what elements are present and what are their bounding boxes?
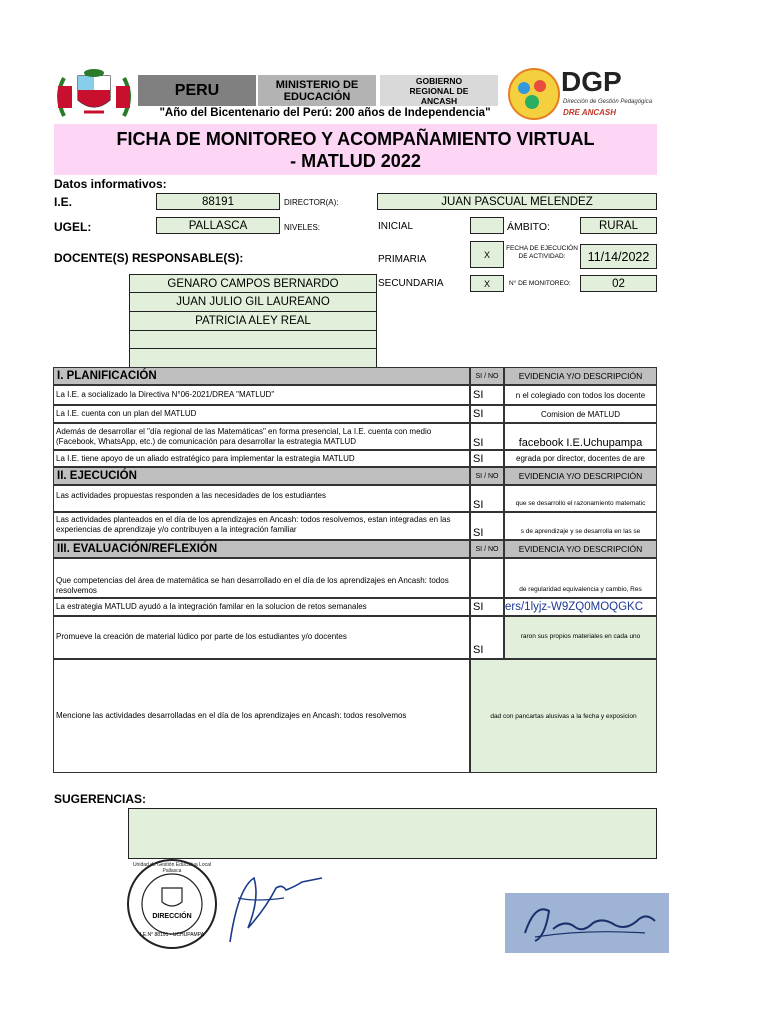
niveles-label: NIVELES:: [284, 223, 321, 232]
dgp-subtitle: Dirección de Gestión Pedagógica: [563, 99, 653, 105]
gobierno-banner: [380, 75, 498, 106]
document-title: [54, 124, 657, 175]
peru-coat-of-arms: [54, 66, 134, 121]
ejecucion-evidencia-header: EVIDENCIA Y/O DESCRIPCIÓN: [504, 467, 657, 485]
title-text: FICHA DE MONITOREO Y ACOMPAÑAMIENTO VIRTUAL - MATLUD 2022: [116, 128, 595, 171]
ejecucion-sino-header: SI / NO: [470, 467, 504, 485]
eval-row-3-si: SI: [470, 616, 504, 659]
stamp-top-text: Unidad de Gestión Educativa Local Pallasca: [132, 862, 212, 874]
ambito-value: RURAL: [580, 217, 657, 234]
ministerio-text: MINISTERIO DE EDUCACIÓN: [275, 78, 359, 103]
ministerio-banner: [258, 75, 376, 106]
eval-row-3-question: Promueve la creación de material lúdico por parte de los estudiantes y/o docentes: [53, 616, 470, 659]
plan-row-4-question: La I.E. tiene apoyo de un aliado estratégico para implementar la estrategia MATLUD: [53, 450, 470, 467]
ugel-label: UGEL:: [54, 220, 92, 234]
director-label: DIRECTOR(A):: [284, 198, 339, 207]
inicial-value: [470, 217, 504, 234]
peru-banner: [138, 75, 256, 106]
monitoreo-value: 02: [580, 275, 657, 292]
eval-row-4-evidence: dad con pancartas alusivas a la fecha y exposicion: [470, 659, 657, 773]
plan-row-3-question: Además de desarrollar el "día regional de las Matemáticas" en forma presencial, La I.E. cuenta con medio (Facebook, WhatsApp, etc.) de comunicación para desarrollar la estrategia MATLUD: [53, 423, 470, 450]
eval-row-2-question: La estrategia MATLUD ayudó a la integración familar en la solucion de retos semanales: [53, 598, 470, 616]
ie-value: 88191: [156, 193, 280, 210]
eval-row-2-si: SI: [470, 598, 504, 616]
eval-row-1-evidence: de regularidad equivalencia y cambio, Res: [504, 558, 657, 598]
docentes-list: [129, 274, 377, 368]
eval-row-1-si: [470, 558, 504, 598]
ejec-row-1-question: Las actividades propuestas responden a las necesidades de los estudiantes: [53, 485, 470, 512]
section-evaluacion: III. EVALUACIÓN/REFLEXIÓN: [53, 540, 470, 558]
ejec-row-2-si: SI: [470, 512, 504, 540]
dgp-text: DGP: [561, 66, 622, 97]
director-value: JUAN PASCUAL MELENDEZ: [377, 193, 657, 210]
plan-row-4-evidence: egrada por director, docentes de are: [504, 450, 657, 467]
sugerencias-box: [128, 808, 657, 859]
planificacion-evidencia-header: EVIDENCIA Y/O DESCRIPCIÓN: [504, 367, 657, 385]
ambito-label: ÁMBITO:: [507, 221, 550, 233]
docente-2: JUAN JULIO GIL LAUREANO: [129, 293, 377, 312]
secundaria-label: SECUNDARIA: [378, 278, 444, 289]
plan-row-2-evidence: Comision de MATLUD: [504, 405, 657, 423]
section-planificacion: I. PLANIFICACIÓN: [53, 367, 470, 385]
eval-row-1-question: Que competencias del área de matemática se han desarrollado en el día de los aprendizajes en Ancash: todos resolvemos: [53, 558, 470, 598]
ejec-row-2-question: Las actividades planteados en el día de los aprendizajes en Ancash: todos resolvemos, estan integradas en las experiencias de aprendizaje y/o contribuyen a la integración familiar: [53, 512, 470, 540]
plan-row-1-question: La I.E. a socializado la Directiva N°06-2021/DREA "MATLUD": [53, 385, 470, 405]
section-ejecucion: II. EJECUCIÓN: [53, 467, 470, 485]
plan-row-3-evidence: facebook I.E.Uchupampa: [504, 423, 657, 450]
fecha-value: 11/14/2022: [580, 244, 657, 269]
docentes-label: DOCENTE(S) RESPONSABLE(S):: [54, 251, 244, 265]
planificacion-sino-header: SI / NO: [470, 367, 504, 385]
plan-row-1-evidence: n el colegiado con todos los docente: [504, 385, 657, 405]
docente-5: [129, 349, 377, 368]
ejec-row-1-evidence: que se desarrollo el razonamiento matematic: [504, 485, 657, 512]
fecha-label: FECHA DE EJECUCIÓN DE ACTIVIDAD:: [506, 245, 578, 260]
ugel-value: PALLASCA: [156, 217, 280, 234]
eval-row-3-evidence: raron sus propios materiales en cada uno: [504, 616, 657, 659]
stamp-bottom-text: I.E.N° 88191 - UCHUPAMPA: [139, 932, 205, 938]
primaria-value: X: [470, 241, 504, 268]
inicial-label: INICIAL: [378, 221, 414, 232]
stamp-mid-text: DIRECCIÓN: [152, 913, 192, 920]
eval-row-2-evidence: ers/1lyjz-W9ZQ0MOQGKC: [504, 598, 657, 616]
monitoreo-label: N° DE MONITOREO:: [509, 280, 571, 287]
evaluacion-sino-header: SI / NO: [470, 540, 504, 558]
dgp-logo: [506, 66, 653, 122]
official-stamp: [126, 858, 326, 950]
primaria-label: PRIMARIA: [378, 254, 427, 265]
ejec-row-2-evidence: s de aprendizaje y se desarrolla en las se: [504, 512, 657, 540]
ie-label: I.E.: [54, 195, 73, 209]
gobierno-text: GOBIERNO REGIONAL DE ANCASH: [409, 75, 469, 106]
docente-3: PATRICIA ALEY REAL: [129, 312, 377, 331]
eval-row-4-question: Mencione las actividades desarrolladas en el día de los aprendizajes en Ancash: todos resolvemos: [53, 659, 470, 773]
ejec-row-1-si: SI: [470, 485, 504, 512]
peru-text: PERU: [174, 81, 220, 99]
docente-4: [129, 331, 377, 349]
year-motto: "Año del Bicentenario del Perú: 200 años de Independencia": [159, 107, 491, 119]
datos-label: Datos informativos:: [54, 177, 167, 191]
plan-row-2-si: SI: [470, 405, 504, 423]
plan-row-1-si: SI: [470, 385, 504, 405]
evaluacion-evidencia-header: EVIDENCIA Y/O DESCRIPCIÓN: [504, 540, 657, 558]
sugerencias-label: SUGERENCIAS:: [54, 792, 147, 806]
plan-row-3-si: SI: [470, 423, 504, 450]
plan-row-2-question: La I.E. cuenta con un plan del MATLUD: [53, 405, 470, 423]
plan-row-4-si: SI: [470, 450, 504, 467]
docente-1: GENARO CAMPOS BERNARDO: [129, 274, 377, 293]
monitor-signature: [505, 893, 669, 953]
dre-text: DRE ANCASH: [563, 108, 617, 117]
secundaria-value: X: [470, 275, 504, 292]
